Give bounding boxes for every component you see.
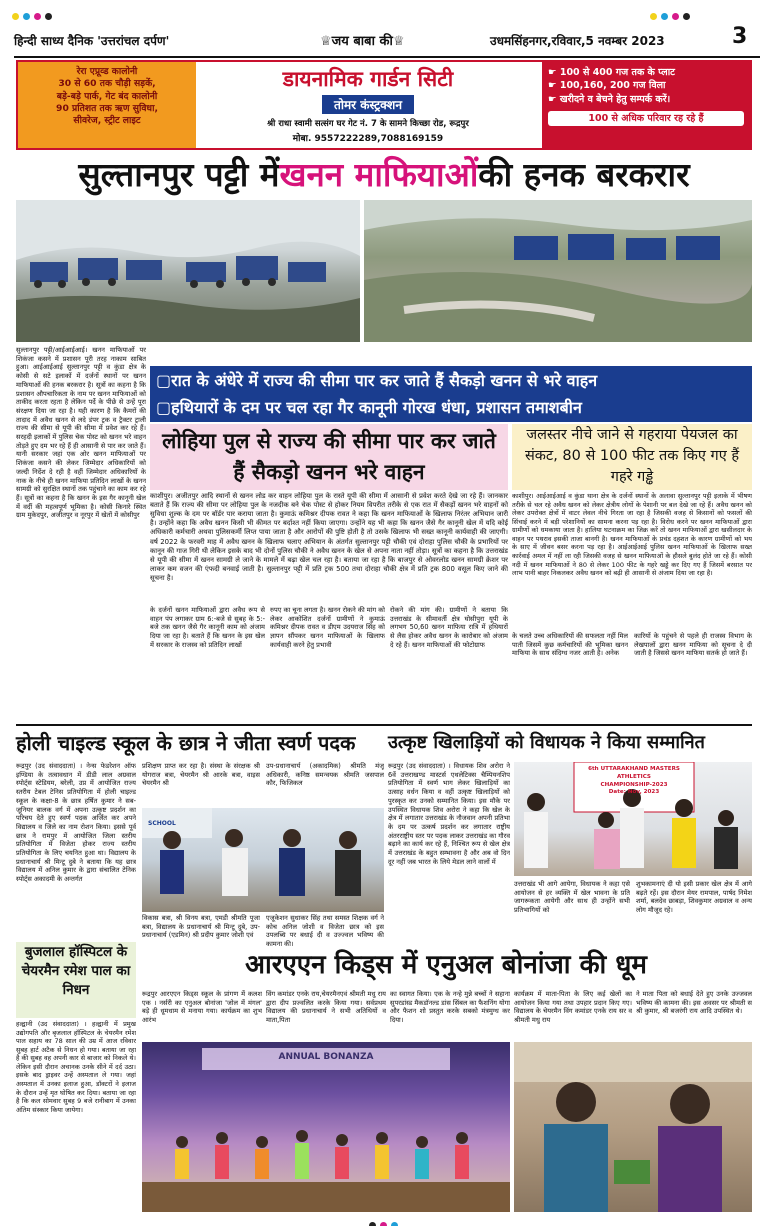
lohia-body: काशीपुर। अजीतपुर आदि स्थानों से खनन लोड कर वाहन लोहिया पुल के रास्ते यूपी की सीमा में आसानी से प्रवेश करते देखे जा रहे हैं। जानकार बताते हैं कि राज्य की सीमा पर लोहिया पुल के नजदीक बने चेक पोस्ट से होकर नियम विपरीत तरीके से एक रात में सैकड़ों खनन भरे वाहनों को सुविधा शुल्क के दम पर बॉर्डर पार कराया जाता है। कुमाऊं कमिश्नर दीपक रावत ने कहा कि खनन माफियाओं के खिलाफ निरंतर अभियान जारी है। उन्होंने कहा कि अवैध खनन किसी भी कीमत पर बर्दाश्त नहीं किया जाएगा। उन्होंने यह भी कहा कि खनन जैसे गैर कानूनी खेल में यदि कोई अधिकारी कर्मचारी अथवा पुलिसकर्मी लिप्त पाया जाता है और आरोपों की पुष्टि होती है तो उसके खिलाफ भी सख्त कानूनी कार्यवाही की जाएगी। वर्ष 2022 के फरवरी माह में अवैध खनन के खिलाफ चलाए अभियान के अंतर्गत सुल्तानपुर पट्टी चौकी एवं दोराहा पुलिस चौकी के प्रभारियों पर कानून की गाज गिरी थी लेकिन इसके बाद भी दोनों पुलिस चौकी ने अवैध खनन के खेल से अपना नाता नहीं तोड़ा। सूत्रों का कहना है कि उत्तराखंड से यूपी की सीमा में खनन सामग्री ले जाने के मामले में बढ़ा खेल चल रहा है। बताया जा रहा है कि बाजपुर से ओवरलोड खनन सामग्री क्रेशर पर लाकर कम वजन की एंफदी बनवाई जाती है। सुल्तानपुर पट्टी में प्रति ट्रक 500 तथा दोराहा चौकी क्षेत्र में प्रति ट्रक 800 वसूल किए जाने की सूचना है। — [150, 492, 508, 582]
ad-left-line: 90 प्रतिशत तक ऋण सुविधा, — [56, 102, 158, 114]
ad-right-panel — [542, 62, 750, 148]
sports-headline: उत्कृष्ट खिलाड़ियों को विधायक ने किया सम्मानित — [388, 732, 705, 753]
river-mining-photo — [364, 200, 752, 342]
main-cont-col2: रुपए का चूना लगता है। खनन रोकने की मांग को लेकर आकोशित दर्जनों ग्रामीणों ने कुमाऊं कमिश्नर दीपक रावत व डीएम उदयराज सिंह को ज्ञापन सौंपकर खनन माफियाओं के खिलाफ कार्यवाही करने हेतु प्रभावी — [270, 606, 385, 649]
holi-headline: होली चाइल्ड स्कूल के छात्र ने जीता स्वर्ण पदक — [16, 731, 356, 755]
ad-phone: मोबा. 9557222289,7088169159 — [292, 134, 444, 144]
main-headline: सुल्तानपुर पट्टी मेंखनन माफियाओंकी हनक बरकरार — [78, 155, 690, 194]
sports-body: रूद्रपुर (उद संवाददाता) । विधायक शिव अरोरा ने 6वें उत्तराखण्ड मास्टर्स एथलेटिक्स चैम्पियनशिप प्रतियोगिता में स्वर्ण भाग लेकर खिलाड़ियों का उत्साह वर्धन किया व वहीं उत्कृष्ट खिलाड़ियों को पुरस्कृत कर उनको सम्मानित किया। इस मौके पर उपस्थित विधायक शिव अरोरा ने कहा कि खेल के क्षेत्र में लगातार उत्तराखंड के नौजवान अपनी प्रतिभा के दम पर उत्कर्ष प्रदर्शन कर लगातार राष्ट्रीय अंतरराष्ट्रीय स्तर पर पदक लाकर उत्तराखंड का गौरव बढ़ाने का कार्य कर रहे हैं, निश्चित रूप से खेल क्षेत्र में उत्तराखंड के बहुत सम्भावना है और अब वो दिन दूर नहीं जब भारत के लिये मेडल लाने वालों में — [388, 762, 510, 866]
ad-title: डायनामिक गार्डन सिटी — [282, 67, 454, 91]
kids-col1: रूद्रपुर आरएएन किड्स स्कूल के प्रांगण में कलश एक । नर्सरी का एनुअल बोनांजा 'जोल में मंगल' बड़े ही धूमधाम से मनाया गया। कार्यक्रम का शुभ आरंभ — [142, 990, 262, 1025]
main-banner — [150, 366, 752, 422]
section-divider — [16, 724, 752, 726]
paper-name: हिन्दी साध्य दैनिक 'उत्तरांचल दर्पण' — [14, 34, 170, 48]
kids-col2: विंग कमांडर एनके राय,चेयरमैनएवं श्रीमती मधु राय द्वारा दीप प्रज्वलित करके किया गया। सर्वप्रथम विद्यालय की प्रधानाचार्य ने सभी अतिथियों व माता,पिता — [266, 990, 386, 1025]
banner-line: ▢रात के अंधेरे में राज्य की सीमा पार कर जाते हैं सैकड़ो खनन से भरे वाहन — [156, 371, 598, 390]
ad-bullet: ☛ 100 से 400 गज तक के प्लाट — [548, 67, 675, 78]
banner-line: ▢हथियारों के दम पर चल रहा गैर कानूनी गोरख धंधा, प्रशासन तमाशबीन — [156, 398, 582, 417]
hand-pointer-icon: ☛ — [548, 67, 560, 78]
dateline: उधमसिंहनगर,रविवार,5 नवम्बर 2023 — [490, 34, 665, 48]
ad-bullet: ☛ 100,160, 200 गज विला — [548, 80, 666, 92]
main-left-column: सुल्तानपुर पट्टी/आईआईआई। खनन माफियाओं पर शिकंजा कसने में प्रशासन पूरी तरह नाकाम साबित हुआ। आईआईआई सुल्तानपुर पट्टी व कुंडा क्षेत्र के कोसी से सटे इलाकों में दर्जनों स्थानों पर खनन माफियाओं की हनक बरकरार है। सूत्रों का कहना है कि प्रशासन औपचारिकता के नाम पर खनन माफियाओं को ताकीद करता रहता है लेकिन पर्दे के पीछे से उन्हें पूरा संरक्षण दिया जा रहा है। यही कारण है कि कैमरों की तादाद में अवैध खनन से लदे डंपर ट्रक व ट्रैक्टर ट्राली राज्य की सीमा से यूपी की सीमा में प्रवेश कर रहे हैं। सरहदी इलाकों में पुलिस चेक पोस्ट को खनन भरे वाहन तोड़ते हुए दम भर रहे हैं ही आसानी से पार कर जाते हैं। यानी सरकार जहां एक ओर खनन माफियाओं पर शिकंजा कसने की लेकर जिम्मेदार अधिकारियों को जल्दी निर्देश दे रही है वहीं जिम्मेदार अधिकारियों के नाक के नीचे ही खनन माफिया प्रतिदिन लाखों के खनन सामग्री को सुरक्षित स्थानों तक पहुंचाने का काम कर रहे हैं। सूत्रों का कहना है कि खनन के इस गैर कानूनी खेल में वर्दी की महत्वपूर्ण भूमिका है। कोसी किनारे स्थित ग्राम मुकेदपुर, अजीतपुर व नूरपुर में खेतों में कोसीपुर — [16, 346, 146, 520]
ad-left-line: रेरा एप्रूव्ड कालोनी — [76, 66, 138, 77]
holi-caption2: एजूकेशन सुधाकर सिंह तथा समस्त शिक्षक वर्ग ने कोच अनिल जोशी व विजेता छात्र को इस उपलब्धि पर बधाई दी व उज्ज्वल भविष्य की कामना की। — [266, 914, 384, 949]
kids-col5: ने माता पिता को बधाई देते हुए उनके उज्जवल भविष्य की कामना की। इस अवसर पर श्रीमती स श्री कुमार, श्री बजरंगी राय आदि उपस्थित थे। — [636, 990, 752, 1016]
sports-caption1: उत्तराखंड भी आगे आयेगा, विधायक ने कहा एसे आयोजन से हर व्यक्ति में खेल भावना के प्रति जागरूकता आयेगी और साथ ही उन्होंने सभी प्रतिभागियों को — [514, 880, 630, 915]
holi-caption1: विकास बत्रा, श्री विनय बत्रा, एमडी श्रीमति पूजा बत्रा, विद्यालय के प्रधानाचार्य श्री मिन्टू दुबे, उप-प्रधानाचार्य (एडमिन) श्री प्रदीप कुमार जोशी एवं — [142, 914, 260, 940]
obit-body: हल्द्वानी (उद संवाददाता) । हल्द्वानी में प्रमुख उद्योगपति और बृजलाल हॉस्पिटल के चेयरमैन रमेश पाल सहाय का 78 साल की उम्र में आज रविवार सुबह हार्ट अटैक से निधन हो गया। बताया जा रहा है की सुबह वह अपनी कार से बाजार को निकले थे। लेकिन इसी दौरान अचानक उनके सीने में दर्द उठा। इसके बाद ड्राइवर उन्हें अस्पताल ले गया। जहां अस्पताल में उनका इलाज हुआ, डॉक्टरों ने इलाज के दौरान उन्हें मृत घोषित कर दिया। बताया जा रहा है कि कल सोमवार सुबह 9 बजे रानीबाग में उनका अंतिम संस्कार किया जायेगा। — [16, 1020, 136, 1114]
ad-left-panel — [18, 62, 196, 148]
main-cont-col1: के दर्जनों खनन माफियाओं द्वारा अवैध रूप से वाहन पंप लगाकर ग्राम 6:-बजे से सुबह के 5:-बजे तक खनन जैसे गैर कानूनी काम को अंजाम दिया जा रहा है। बताते हैं कि खनन के इस खेल में सरकार के राजस्व को प्रतिदिन लाखों — [150, 606, 265, 649]
lamp-icon: ♕ — [320, 34, 332, 49]
school-sign: SCHOOL — [148, 820, 176, 827]
kids-stage-photo — [142, 1042, 510, 1212]
championship-board: 6th UTTARAKHAND MASTERS ATHLETICS CHAMPIONSHIP-2023 Date: Nov, 2023 — [588, 766, 680, 796]
registration-marks-bottom — [355, 1214, 415, 1224]
ad-bullet: ☛ खरीदने व बेचने हेतु सम्पर्क करें। — [548, 93, 671, 105]
kids-guests-photo — [514, 1042, 752, 1212]
holi-col1: रूद्रपुर (उद संवाददाता) । नेन्स फेडरेशन ऑफ इण्डिया के तत्वावधान में डीडी लाल अग्रवाल स्पोर्ट्स स्टेडियम, बरेली, उप्र में आयोजित राज्य स्तरीय टेबल टेनिस प्रतियोगिता में होली चाइल्ड स्कूल के कक्षा-8 के छात्र हर्षित कुमार ने सब-जूनियर बालक वर्ग में अपना उत्कृष्ट प्रदर्शन का परिचय देते हुए स्वर्ण पदक अर्जित कर अपने विद्यालय व जिले का नाम रोशन किया। इससे पूर्व छात्र ने रामपुर में आयोजित जिला स्तरीय प्रतियोगिता में विजेता होकर राज्य स्तरीय प्रतियोगिता के लिए चयनित हुआ था। विद्यालय के प्रधानाचार्य श्री मिन्टू दुबे ने बताया कि यह छात्र विद्यालय में अनिल कुमार के द्वारा संचालित टेनिक स्पोर्ट्स अकादमी के अन्तर्गत — [16, 762, 136, 884]
holi-col3: उप-प्रधानाचार्य (अकादमिक) श्रीमति मंजू अधिकारी, कनिष्ठ समन्वयक श्रीमति जसपाल कौर, फिजिकल — [266, 762, 384, 788]
main-cont-col3: रोकने की मांग की। ग्रामीणों ने बताया कि उत्तराखंड के सीमावर्ती क्षेत्र घोसीपुरा यूपी के लगभग 50,60 खनन माफिया रात्रि में हथियारों से लैस होकर अवैध खनन के कारोबार को अंजाम दे रहे हैं। खनन माफियाओं की फोटोग्राफ — [390, 606, 508, 649]
holi-winners-photo — [142, 808, 384, 912]
stage-banner-text: ANNUAL BONANZA — [278, 1052, 374, 1062]
registration-marks-top — [12, 5, 112, 15]
hand-pointer-icon: ☛ — [548, 80, 560, 92]
main-cont-col5: कारियों के पहुंचने से पहले ही राजस्व विभाग के लेखपालों द्वारा खनन माफिया को सूचना दे दी जाती है जिससे खनन माफिया सतर्क हो जाते हैं। — [634, 632, 752, 658]
mining-trucks-photo — [16, 200, 360, 342]
registration-marks-top-right — [650, 5, 750, 15]
checkbox-icon: ▢ — [156, 371, 172, 390]
obit-headline: बुजलाल हॉस्पिटल के चेयरमैन रमेश पाल का निधन — [16, 942, 136, 1018]
ad-left-line: 30 से 60 तक चौड़ी सड़कें, — [58, 78, 156, 90]
kids-headline: आरएएन किड्स में एनुअल बोनांजा की धूम — [245, 950, 647, 980]
sports-award-photo — [514, 762, 752, 876]
holi-col2: प्रशिक्षण प्राप्त कर रहा है। संस्था के संरक्षक श्री योगराज बत्रा, चेयरमैन श्री आरके बत्रा, वाइस चेयरमैन श्री — [142, 762, 260, 788]
jalstar-headline: जलस्तर नीचे जाने से गहराया पेयजल का संकट, 80 से 100 फीट तक किए गए हैं गहरे गड्ढे — [512, 424, 752, 490]
checkbox-icon: ▢ — [156, 398, 172, 417]
hand-pointer-icon: ☛ — [548, 93, 560, 105]
masthead-center: ♕जय बाबा की♕ — [320, 34, 405, 49]
kids-col4: कार्यक्रम में माता-पिता के लिए कई खेलों का आयोजन किया गया तथा उपहार प्रदान किए गए। विद्यालय के चेयरमैन विंग कमांडर एनके राय सर व श्रीमती मधु राय — [514, 990, 632, 1025]
ad-address: श्री राधा स्वामी सत्संग घर गेट नं. 7 के सामने किच्छा रोड, रूद्रपुर — [267, 119, 469, 129]
page-number: 3 — [732, 24, 748, 49]
main-cont-col4: के चलते उच्च अधिकारियों की सफलता नहीं मिल पाती जिसमें कुछ कर्मचारियों की भूमिका खनन माफिया के साथ संदिग्ध नजर आती है। अनेक — [512, 632, 628, 658]
lamp-icon: ♕ — [392, 34, 405, 49]
ad-left-line: बड़े-बड़े पार्क, गेट बंद कालोनी — [56, 90, 158, 102]
ad-subtitle: तोमर कंस्ट्रक्शन — [322, 95, 414, 114]
kids-col3: का स्वागत किया। एक के नन्हे मुन्ने बच्चों ने सहाना सुपरडांस्ड मैकडॉनल्ड डांस सिंबल का फैशनिंग योगा और फैशन शो प्रस्तुत करके सबको मंत्रमुग्ध कर दिया। — [390, 990, 510, 1025]
ad-center-panel — [198, 62, 538, 148]
sports-caption2: शुभकामनाएं दी यो इसी प्रकार खेल क्षेत्र में आगे बढ़ते रहें। इस दौरान मेयर रामपाल, पार्षद निमेश शर्मा, बलदेव छाबड़ा, शिवकुमार अग्रवाल व अन्य लोग मौजूद रहे। — [636, 880, 752, 915]
lohia-headline: लोहिया पुल से राज्य की सीमा पार कर जाते हैं सैकड़ो खनन भरे वाहन — [150, 424, 508, 490]
jalstar-body: काशीपुर। आईआईआई व कुंडा थाना क्षेत्र के दर्जनों स्थानों के अलावा सुल्तानपुर पट्टी इलाके में भीषण तरीके से चल रहे अवैध खनन को लेकर क्षेत्रीय लोगों के पेशानी पर बल देखे जा रहे हैं। अवैध खनन को लेकर उपरोक्त क्षेत्रों में वाटर लेवल नीचे गिरता जा रहा है जिसकी वजह से किसानों को फसलों की सिंचाई करने में बड़ी परेशानियों का सामना करना पड़ रहा है। विरोध करने पर खनन माफियाओं द्वारा ग्रामीणों को धमकाया जाता है। हालिया घटनाक्रम का जिक्र करें तो खनन माफियाओं द्वारा खसीलदार के वाहन पर पथराव इसकी ताजा बानगी है। खनन माफियाओं के प्रचंड दहशत के कारण ग्रामीणों को भय के साए में जीवन बसर करना पड़ रहा है। आईआईआई पुलिस खनन माफियाओं के खिलाफ सख्त कार्रवाई अमल में नहीं ला रही जिसकी वजह से खनन माफियाओं के हौसले बुलंद होते जा रहे हैं। कोसी नदी में खनन माफियाओं ने 80 से लेकर 100 फीट के गहरे खड्डे कर दिए गए हैं जिसमें बरसात पर लाभ पानी बाहर निकलकर अवैध खनन को बढ़ी ही आसानी से अंजाम दिया जा रहा है। — [512, 492, 752, 578]
masthead — [14, 24, 760, 58]
ad-badge: 100 से अधिक परिवार रह रहे हैं — [548, 111, 744, 126]
ad-banner — [16, 60, 752, 150]
ad-left-line: सीवरेज, स्ट्रीट लाइट — [73, 115, 141, 127]
